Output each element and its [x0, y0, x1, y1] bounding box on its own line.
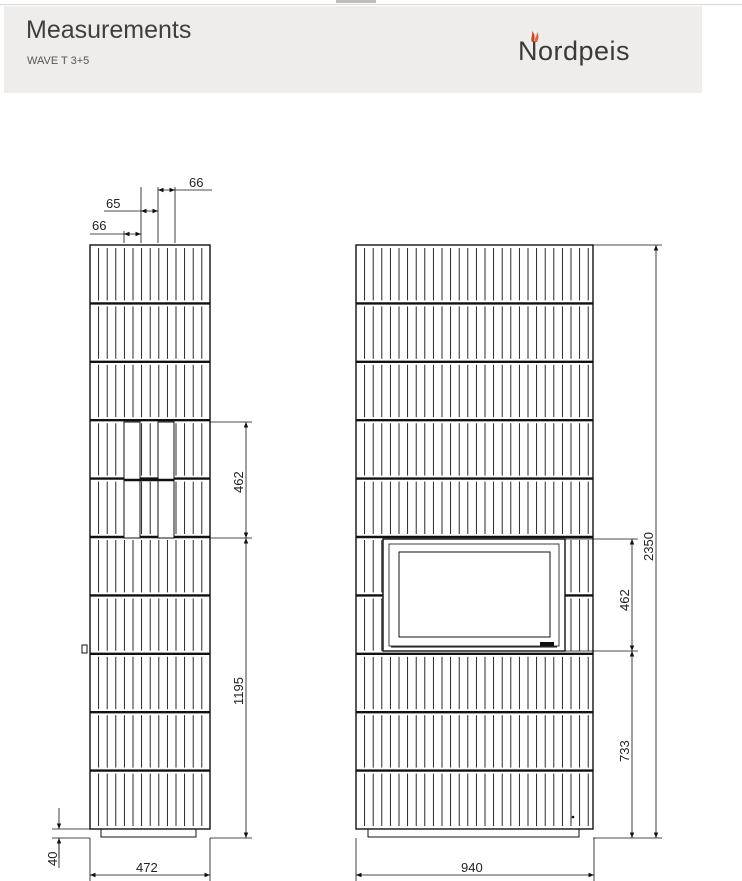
page-title: Measurements [26, 16, 192, 44]
dim-total-height: 2350 [641, 532, 656, 561]
dim-top-65: 65 [106, 196, 121, 211]
brand-logo: Nordpeis [518, 36, 631, 66]
dim-side-door-bottom: 1195 [231, 677, 246, 705]
side-view [82, 245, 210, 837]
front-view [356, 245, 593, 837]
dim-side-width: 472 [136, 860, 158, 875]
dim-glass-height: 462 [617, 589, 632, 611]
screw-mark [572, 816, 575, 819]
dim-front-width: 940 [461, 860, 483, 875]
side-view-body [90, 245, 210, 829]
fireplace-handle [540, 642, 554, 646]
side-plinth [101, 829, 196, 837]
page-subtitle: WAVE T 3+5 [27, 55, 90, 67]
dim-plinth-height: 40 [45, 851, 60, 866]
fireplace-frame [383, 539, 565, 651]
dim-top-66-left: 66 [92, 218, 107, 233]
dim-side-door-height: 462 [231, 471, 246, 493]
front-plinth [368, 829, 579, 837]
front-view-body [356, 245, 593, 829]
dim-top-66: 66 [189, 175, 204, 190]
dim-glass-bottom: 733 [617, 740, 632, 762]
side-handle [82, 645, 87, 653]
